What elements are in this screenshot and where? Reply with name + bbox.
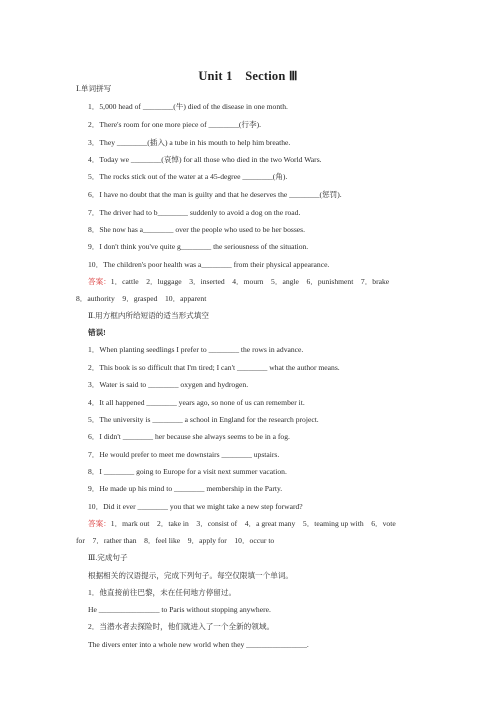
- section-heading-phrase-fill: Ⅱ.用方框内所给短语的适当形式填空: [88, 311, 209, 320]
- question-line: 5．The rocks stick out of the water at a 45-degree ________(角).: [88, 172, 288, 181]
- answer-label: 答案：: [88, 519, 111, 528]
- question-line: 7．The driver had to b________ suddenly to avoid a dog on the road.: [88, 208, 301, 217]
- question-line: The divers enter into a whole new world when they ________________.: [88, 640, 309, 649]
- section-heading-complete-sentences: Ⅲ.完成句子: [88, 553, 128, 562]
- question-line: 8．I ________ going to Europe for a visit next summer vacation.: [88, 467, 287, 476]
- answer-line-continued: for 7．rather than 8．feel like 9．apply for 10．occur to: [76, 536, 275, 545]
- question-line: 7．He would prefer to meet me downstairs ________ upstairs.: [88, 450, 280, 459]
- question-line: 4．Today we ________(哀悼) for all those who died in the two World Wars.: [88, 155, 322, 164]
- question-line: 5．The university is ________ a school in England for the research project.: [88, 415, 319, 424]
- section-heading-word-spelling: Ⅰ.单词拼写: [76, 84, 112, 93]
- answer-text: 1．mark out 2．take in 3．consist of 4．a great many 5．teaming up with 6．vote: [110, 519, 396, 528]
- instruction-text: 根据相关的汉语提示，完成下列句子。每空仅限填一个单词。: [88, 571, 294, 580]
- question-line: 3．Water is said to ________ oxygen and hydrogen.: [88, 380, 249, 389]
- answer-line: [88, 277, 389, 287]
- question-line: 2．This book is so difficult that I'm tired; I can't ________ what the author means.: [88, 363, 340, 372]
- question-line: 10．Did it ever ________ you that we might take a new step forward?: [88, 502, 303, 511]
- question-line: 2．There's room for one more piece of ________(行李).: [88, 120, 262, 129]
- question-line: He ________________ to Paris without stopping anywhere.: [88, 605, 271, 614]
- question-line: 1．When planting seedlings I prefer to ________ the rows in advance.: [88, 345, 304, 354]
- answer-text: 1．cattle 2．luggage 3．inserted 4．mourn 5．angle 6．punishment 7．brake: [110, 277, 390, 286]
- question-line: 9．I don't think you've quite g________ the seriousness of the situation.: [88, 242, 309, 251]
- answer-label: 答案：: [88, 277, 111, 286]
- question-line: 6．I have no doubt that the man is guilty and that he deserves the ________(惩罚).: [88, 190, 342, 199]
- question-line: 6．I didn't ________ her because she always seems to be in a fog.: [88, 432, 290, 441]
- error-label: 错误!: [88, 328, 106, 337]
- question-line: 9．He made up his mind to ________ membership in the Party.: [88, 484, 283, 493]
- question-line: 1．5,000 head of ________(牛) died of the disease in one month.: [88, 102, 288, 111]
- answer-line-continued: 8．authority 9．grasped 10．apparent: [76, 294, 207, 303]
- question-line: 2．当潜水者去探险时，他们就进入了一个全新的领域。: [88, 622, 275, 631]
- page-title: Unit 1 Section Ⅲ: [198, 69, 298, 83]
- question-line: 3．They ________(插入) a tube in his mouth to help him breathe.: [88, 138, 291, 147]
- question-line: 8．She now has a________ over the people who used to be her bosses.: [88, 225, 306, 234]
- question-line: 1．他直接前往巴黎，未在任何地方停留过。: [88, 588, 237, 597]
- question-line: 10．The children's poor health was a________ from their physical appearance.: [88, 260, 330, 269]
- answer-line: [88, 519, 396, 529]
- question-line: 4．It all happened ________ years ago, so none of us can remember it.: [88, 398, 305, 407]
